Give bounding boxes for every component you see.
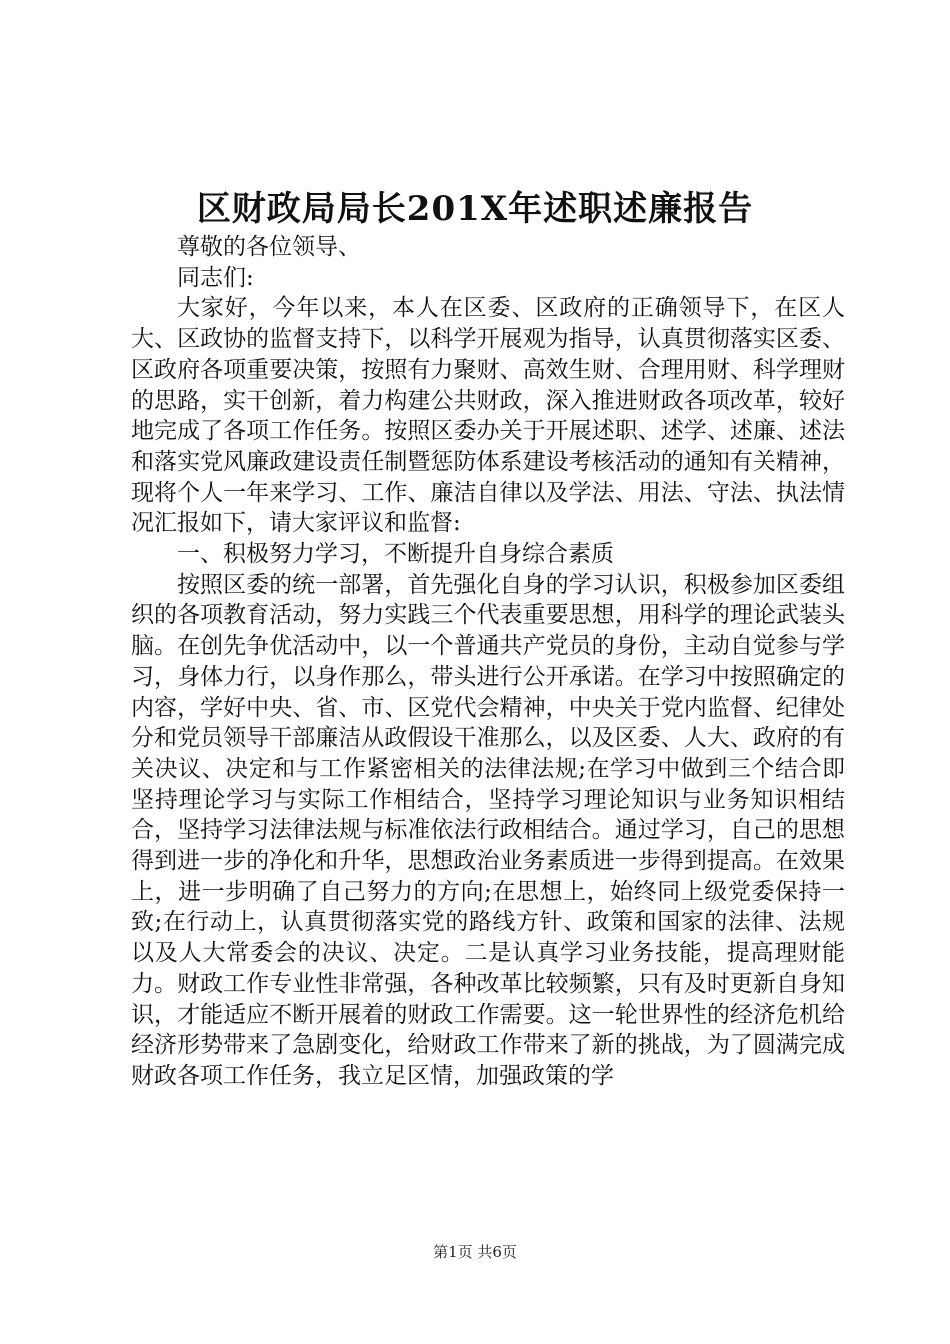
document-title: 区财政局局长201X年述职述廉报告 [196,189,754,229]
document-body [131,232,845,1092]
section-1-paragraph: 按照区委的统一部署，首先强化自身的学习认识，积极参加区委组织的各项教育活动，努力实践三个代表重要思想，用科学的理论武装头脑。在创先争优活动中，以一个普通共产党员的身份，主动自觉参与学习，身体力行，以身作那么，带头进行公开承诺。在学习中按照确定的内容，学好中央、省、市、区党代会精神，中央关于党内监督、纪律处分和党员领导干部廉洁从政假设干准那么，以及区委、人大、政府的有关决议、决定和与工作紧密相关的法律法规;在学习中做到三个结合即坚持理论学习与实际工作相结合，坚持学习理论知识与业务知识相结合，坚持学习法律法规与标准依法行政相结合。通过学习，自己的思想得到进一步的净化和升华，思想政治业务素质进一步得到提高。在效果上，进一步明确了自己努力的方向;在思想上，始终同上级党委保持一致;在行动上，认真贯彻落实党的路线方针、政策和国家的法律、法规以及人大常委会的决议、决定。二是认真学习业务技能，提高理财能力。财政工作专业性非常强，各种改革比较频繁，只有及时更新自身知识，才能适应不断开展着的财政工作需要。这一轮世界性的经济危机给经济形势带来了急剧变化，给财政工作带来了新的挑战，为了圆满完成财政各项工作任务，我立足区情，加强政策的学 [131,571,845,1089]
salutation-line-1: 尊敬的各位领导、 [177,234,361,260]
page-footer: 第1页 共6页 [433,1243,517,1261]
salutation-line-2: 同志们: [177,264,254,291]
intro-paragraph: 大家好，今年以来，本人在区委、区政府的正确领导下，在区人大、区政协的监督支持下，以科学开展观为指导，认真贯彻落实区委、区政府各项重要决策，按照有力聚财、高效生财、合理用财、科学理财的思路，实干创新，着力构建公共财政，深入推进财政各项改革，较好地完成了各项工作任务。按照区委办关于开展述职、述学、述廉、述法和落实党风廉政建设责任制暨惩防体系建设考核活动的通知有关精神，现将个人一年来学习、工作、廉洁自律以及学法、用法、守法、执法情况汇报如下，请大家评议和监督: [131,295,845,537]
section-heading-1: 一、积极努力学习，不断提升自身综合素质 [177,541,614,568]
